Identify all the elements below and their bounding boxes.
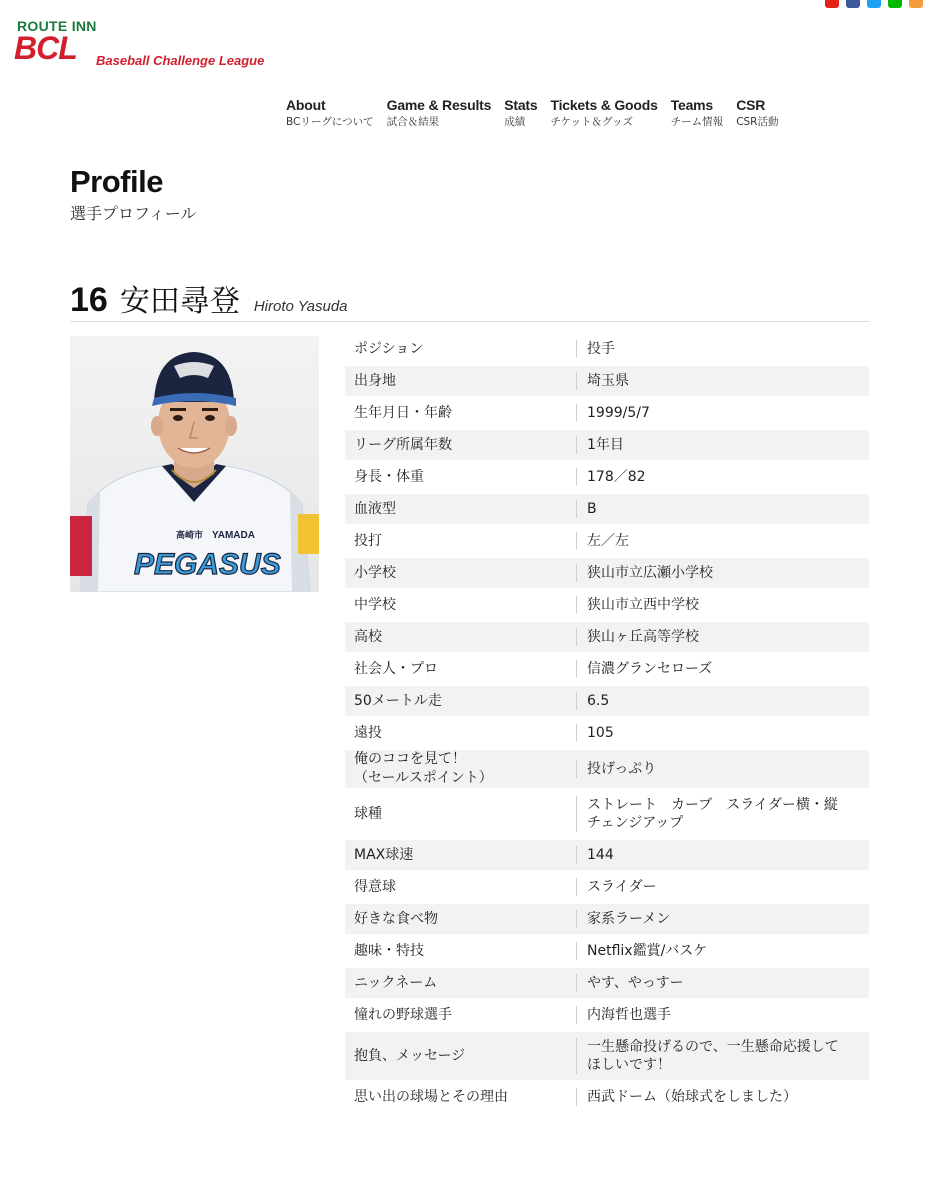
profile-label: 投打	[354, 532, 382, 549]
profile-value: ストレート カーブ スライダー横・縦 チェンジアップ	[576, 796, 869, 832]
profile-label: 好きな食べ物	[354, 910, 438, 927]
profile-row-hobbies	[345, 936, 869, 968]
profile-row-junior-high	[345, 590, 869, 622]
profile-value: 6.5	[576, 692, 869, 710]
logo-bcl: BCL	[14, 30, 77, 66]
profile-value: 1999/5/7	[576, 404, 869, 422]
profile-value: 投手	[576, 340, 869, 358]
logo-route-inn: ROUTE INN	[17, 18, 97, 34]
profile-row-long-throw	[345, 718, 869, 750]
profile-label: 得意球	[354, 878, 396, 895]
profile-row-pro-career	[345, 654, 869, 686]
twitter-icon[interactable]	[867, 0, 881, 8]
nav-stats[interactable]	[504, 96, 537, 130]
page-title: Profile	[70, 164, 163, 199]
player-photo-illustration	[70, 336, 319, 592]
jersey-team-text: PEGASUS	[134, 548, 281, 581]
profile-label: 出身地	[354, 372, 396, 389]
profile-label: 中学校	[354, 596, 396, 613]
profile-row-position	[345, 334, 869, 366]
profile-value: 家系ラーメン	[576, 910, 869, 928]
profile-label: 社会人・プロ	[354, 660, 438, 677]
page-header	[70, 165, 196, 224]
nav-label: About	[286, 97, 326, 113]
profile-value: 内海哲也選手	[576, 1006, 869, 1024]
profile-label: 生年月日・年齢	[354, 404, 452, 421]
profile-row-selling-point	[345, 750, 869, 790]
profile-label: 高校	[354, 628, 382, 645]
profile-value: 144	[576, 846, 869, 864]
player-name-romaji: Hiroto Yasuda	[253, 298, 348, 315]
profile-value: 狭山ヶ丘高等学校	[576, 628, 869, 646]
profile-label: MAX球速	[354, 846, 414, 863]
profile-row-favorite-food	[345, 904, 869, 936]
player-heading	[70, 276, 869, 322]
page-subtitle: 選手プロフィール	[70, 204, 197, 223]
profile-label: 思い出の球場とその理由	[354, 1088, 508, 1105]
profile-value: 狭山市立広瀬小学校	[576, 564, 869, 582]
nav-label: Teams	[670, 97, 714, 113]
nav-sublabel: チーム情報	[670, 116, 724, 128]
profile-label: 俺のココを見て！ （セールスポイント）	[354, 751, 493, 786]
nav-csr[interactable]	[736, 96, 778, 130]
profile-row-memorable-stadium	[345, 1082, 869, 1114]
player-name: 安田尋登	[119, 284, 240, 319]
line-icon[interactable]	[888, 0, 902, 8]
profile-row-50m-dash	[345, 686, 869, 718]
jersey-sponsor-text: YAMADA	[212, 530, 255, 541]
profile-value: Netflix鑑賞/バスケ	[576, 942, 869, 960]
profile-value: 西武ドーム（始球式をしました）	[576, 1088, 869, 1106]
nav-sublabel: チケット＆グッズ	[550, 116, 633, 128]
profile-row-hometown	[345, 366, 869, 398]
profile-table	[345, 334, 869, 1114]
nav-about[interactable]	[286, 96, 374, 130]
profile-value: 狭山市立西中学校	[576, 596, 869, 614]
nav-sublabel: 試合＆結果	[386, 116, 440, 128]
profile-row-elementary-school	[345, 558, 869, 590]
social-links	[825, 0, 923, 8]
profile-row-blood-type	[345, 494, 869, 526]
jersey-city-text: 高崎市	[176, 530, 204, 540]
profile-label: 抱負、メッセージ	[354, 1047, 466, 1064]
profile-label: 球種	[354, 805, 382, 822]
profile-label: 趣味・特技	[354, 942, 424, 959]
profile-label: ニックネーム	[354, 974, 438, 991]
youtube-icon[interactable]	[825, 0, 839, 8]
player-photo	[70, 336, 319, 592]
nav-label: Tickets & Goods	[550, 97, 658, 113]
profile-value: 105	[576, 724, 869, 742]
profile-label: 身長・体重	[354, 468, 424, 485]
profile-row-pitch-types	[345, 790, 869, 840]
profile-row-nickname	[345, 968, 869, 1000]
profile-value: 1年目	[576, 436, 869, 454]
profile-value: やす、やっすー	[576, 974, 869, 992]
main-nav	[286, 96, 791, 130]
profile-value: 178／82	[576, 468, 869, 486]
profile-value: B	[576, 500, 869, 518]
profile-label: リーグ所属年数	[354, 436, 452, 453]
profile-label: 50メートル走	[354, 692, 442, 709]
profile-row-throw-bat	[345, 526, 869, 558]
profile-row-best-pitch	[345, 872, 869, 904]
nav-teams[interactable]	[671, 96, 724, 130]
profile-row-league-years	[345, 430, 869, 462]
profile-value: 一生懸命投げるので、一生懸命応援して ほしいです！	[576, 1038, 869, 1074]
profile-value: スライダー	[576, 878, 869, 896]
nav-label: CSR	[736, 97, 766, 113]
profile-row-height-weight	[345, 462, 869, 494]
facebook-icon[interactable]	[846, 0, 860, 8]
profile-value: 左／左	[576, 532, 869, 550]
logo-tagline: Baseball Challenge League	[96, 53, 265, 68]
profile-label: 憧れの野球選手	[354, 1006, 452, 1023]
profile-row-high-school	[345, 622, 869, 654]
profile-value: 信濃グランセローズ	[576, 660, 869, 678]
player-number: 16	[70, 281, 108, 319]
nav-sublabel: BCリーグについて	[286, 116, 374, 128]
nav-sublabel: 成績	[504, 116, 526, 128]
profile-label: 遠投	[354, 724, 382, 741]
rss-icon[interactable]	[909, 0, 923, 8]
profile-label: ポジション	[354, 340, 424, 357]
nav-tickets-goods[interactable]	[550, 96, 657, 130]
nav-label: Game & Results	[386, 97, 492, 113]
profile-value: 埼玉県	[576, 372, 869, 390]
nav-sublabel: CSR活動	[736, 116, 779, 128]
profile-label: 血液型	[354, 500, 396, 517]
profile-row-birthdate	[345, 398, 869, 430]
profile-row-idol-player	[345, 1000, 869, 1032]
profile-value: 投げっぷり	[576, 760, 869, 778]
profile-row-message	[345, 1032, 869, 1082]
profile-row-max-velocity	[345, 840, 869, 872]
nav-game-results[interactable]	[387, 96, 492, 130]
nav-label: Stats	[504, 97, 538, 113]
site-logo[interactable]	[14, 18, 264, 78]
profile-label: 小学校	[354, 564, 396, 581]
